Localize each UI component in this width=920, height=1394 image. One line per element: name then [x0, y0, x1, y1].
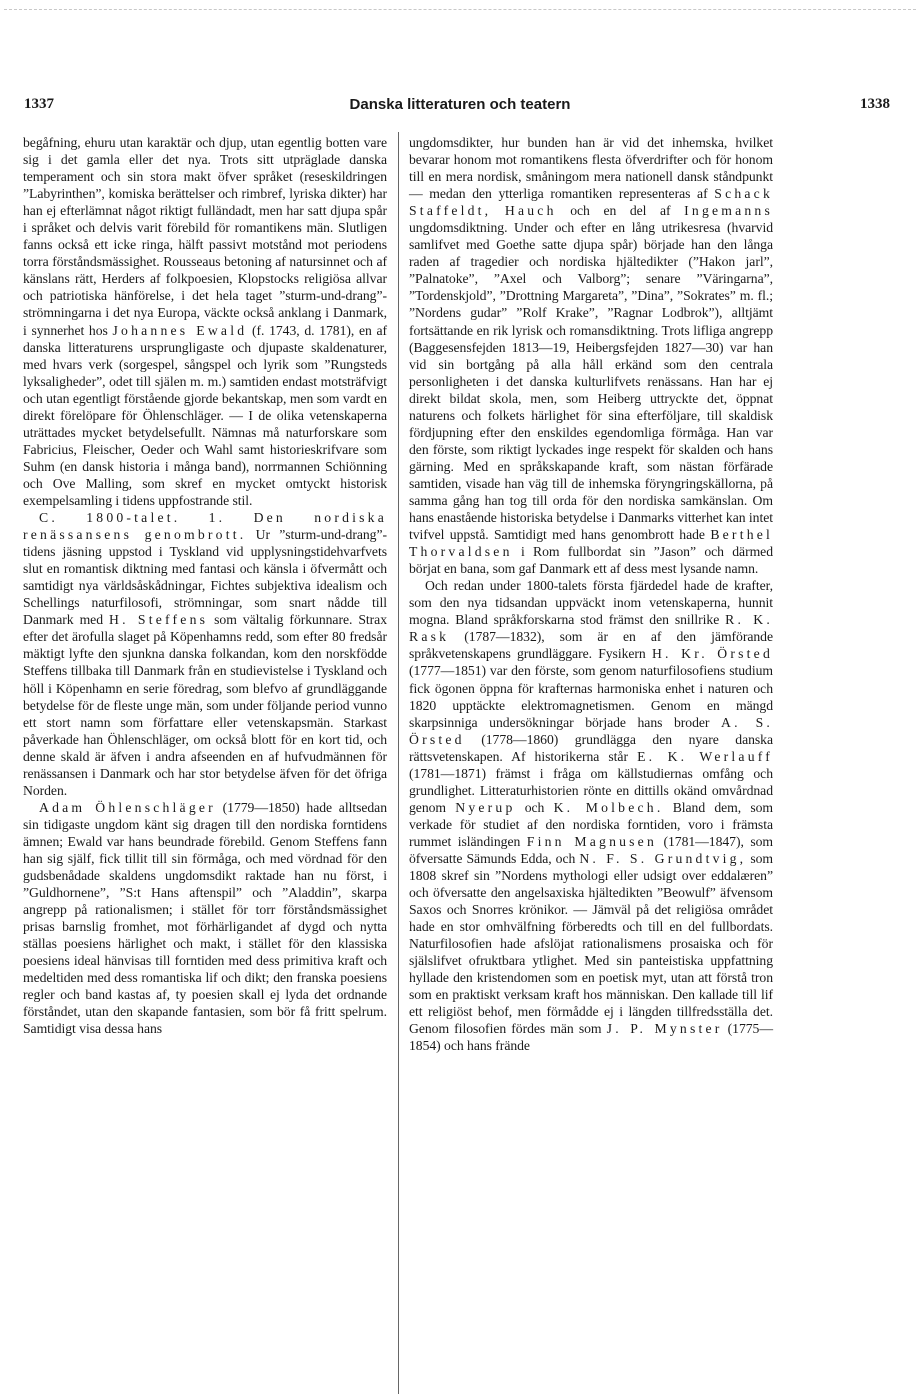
left-column — [23, 134, 387, 1037]
top-rule — [4, 9, 916, 10]
paragraph: begåfning, ehuru utan karaktär och djup, utan egentlig botten vare sig i det gamla eller det nya. Trots sitt utpräglade danska temperament och sin stora makt öfver språket (reseskildringen ”Labyrinthen”, komiska berättelser och rimbref, lyriska dikter) har han ej efterlämnat något riktigt fulländadt, men har satt djupa spår i språket och delvis varit förebild för romantikens män. Slutligen fanns också ett icke ringa, hälft passivt motstånd mot periodens torra förståndsmässighet. Rousseaus betoning af natursinnet och af känslans rätt, Herders af folkpoesien, Klopstocks religiösa allvar och patriotiska hänförelse, i det hela taget ”sturm-und-drang”-strömningarna i det nya Europa, väckte också anklang i Danmark, i synnerhet hos Johannes Ewald (f. 1743, d. 1781), en af danska litteraturens ursprungligaste och djupaste skaldenaturer, med hvars verk (sorgespel, sångspel och lyrik som ”Rungsteds lyksaligheder”, odet till själen m. m.) samtiden endast motsträfvigt och utan egentligt förstående gjorde bekantskap, men som vardt en direkt förelöpare för Öhlenschläger. — I de olika vetenskaperna uträttades mycket betydelsefullt. Nämnas må naturforskare som Fabricius, Fleischer, Oeder och Wahl samt historieskrifvare som Suhm (en dansk historia i många band), norrmannen Schiönning och Ove Malling, som skref en mycket omtyckt historisk exempelsamling i tidens uppfostrande stil. — [23, 135, 388, 508]
person-name: Schack Staffeldt, — [409, 186, 773, 219]
right-column — [409, 134, 773, 1055]
person-name: Berthel Thorvaldsen — [409, 527, 774, 560]
person-name: N. F. S. Grundtvig, — [579, 850, 747, 866]
person-name: Adam Öhlenschläger — [39, 799, 216, 815]
person-name: Ingemanns — [684, 203, 773, 219]
page-number-left: 1337 — [24, 96, 54, 112]
paragraph: Och redan under 1800-talets första fjärdedel hade de krafter, som den nya tidsandan uppväckt inom vetenskaperna, hunnit mogna. Bland språkforskarna stod främst den snillrike R. K. Rask (1787—1832), som är en af den jämförande språkvetenskapens grundläggare. Fysikern H. Kr. Örsted (1777—1851) var den förste, som genom naturfilosofiens studium fick ögonen öppna för krafternas harmoniska enhet i naturen och 1820 upptäckte elektromagnetismen. Genom en mängd skarpsinniga undersökningar började hans broder A. S. Örsted (1778—1860) grundlägga den nyare danska rättsvetenskapen. Af historikerna står E. K. Werlauff (1781—1871) främst i fråga om källstudiernas omfång och grundlighet. Litteraturhistorien rönte en dittills okänd omvårdnad genom Nyerup och K. Molbech. Bland dem, som verkade för studiet af den nordiska forntiden, voro i främsta rummet isländingen Finn Magnusen (1781—1847), som öfversatte Sämunds Edda, och N. F. S. Grundtvig, som 1808 skref sin ”Nordens mythologi eller udsigt over eddalæren” och öfversatte den angelsaxiska hjältedikten ”Beowulf” äfvensom Saxos och Snorres krönikor. — Jämväl på det religiösa området hade en stor omhvälfning förberedts och till en del fullbordats. Naturfilosofien hade afslöjat rationalismens prosaiska och för själslifvet ofruktbara ytlighet. Med sin panteistiska uppfattning hyllade den kristendomen som en poetisk myt, utan att förstå tron som en praktiskt verksam kraft hos människan. Den kallade till lif ett religiöst behof, men förmådde ej i längden tillfredsställa det. Genom filosofien fördes män som J. P. Mynster (1775—1854) och hans frände — [409, 578, 774, 1054]
person-name: Finn Magnusen — [526, 833, 658, 849]
person-name: K. Molbech. — [553, 799, 664, 815]
section-heading: C. 1800-talet. 1. Den nordiska renässansens genombrott. — [23, 510, 387, 543]
person-name: J. P. Mynster — [606, 1021, 723, 1037]
person-name: Johannes Ewald — [112, 322, 248, 338]
page-number-right: 1338 — [860, 96, 890, 112]
person-name: Nyerup — [455, 799, 516, 815]
section-paragraph: C. 1800-talet. 1. Den nordiska renässansens genombrott. Ur ”sturm-und-drang”-tidens jäsning uppstod i Tyskland vid upplysningstidehvarfvets slut en romantisk diktning med fantasi och känsla i öfvermått och samtidigt nya världsåskådningar, Fichtes subjektiva idealism och Schellings naturfilosofi, strömningar, som snart nådde till Danmark med H. Steffens som vältalig förkunnare. Strax efter det ärofulla slaget på Köpenhamns redd, som efter 80 fredsår mäktigt lyfte den sjunkna danska folkandan, kom den norskfödde Steffens tillbaka till Danmark från en studievistelse i Tyskland och höll i Köpenhamn en serie föredrag, som blefvo af grundläggande betydelse för de fleste unge män, som under följande period vunno ett stort namn som författare eller vetenskapsmän. Starkast påverkade han Öhlenschläger, om också blott för en kort tid, och denne skald är äfven i andra afseenden en af hufvudmännen för renässansen i Danmark och har stor betydelse äfven för det öfriga Norden. — [23, 510, 388, 798]
person-name: H. Kr. Örsted — [651, 646, 773, 662]
person-name: E. K. Werlauff — [637, 748, 774, 764]
person-name: R. K. Rask — [409, 612, 773, 645]
person-name: A. S. Örsted — [409, 714, 773, 747]
page-title: Danska litteraturen och teatern — [349, 96, 571, 113]
paragraph: Adam Öhlenschläger (1779—1850) hade alltsedan sin tidigaste ungdom känt sig dragen till den nordiska forntidens ämnen; Ewald var hans beundrade förebild. Genom Steffens fann han sig själf, fick tillit till sin förmåga, och med vördnad för den gudsbenådade skaldens ungdomsdikt raktade han nu först, i ”Guldhornene”, ”S:t Hans aftenspil” och ”Aladdin”, skarpa angrepp på rationalismen; i stället för torr förståndsmässighet prisas barnslig fromhet, mot förhärligandet af dygd och nytta ställas poesiens härlighet och makt, i stället för den klassiska poesiens ideal hänvisas till forntiden med dess primitiva kraft och medeltiden med dess romantiska lif och dikt; den franska poesiens regler och band kastas af, ty poesien skall ej lyda det ordnande förståndet, utan den skapande fantasien, som bör få fritt spelrum. Samtidigt visa dessa hans — [23, 799, 387, 1037]
column-divider — [398, 132, 399, 1394]
person-name: Hauch — [504, 203, 557, 219]
person-name: H. Steffens — [108, 612, 209, 628]
paragraph: ungdomsdikter, hur bunden han är vid det inhemska, hvilket bevarar honom mot romantikens flesta öfverdrifter och för honom till en mera nordisk, småningom mera nationell dansk ståndpunkt — medan den ytterliga romantiken representeras af Schack Staffeldt, Hauch och en del af Ingemanns ungdomsdiktning. Under och efter en lång utrikesresa (hvarvid samlifvet med Goethe satte djupa spår) började han den långa raden af tragedier och nordiska hjältedikter (”Hakon jarl”, ”Palnatoke”, ”Axel och Valborg”; senare ”Väringarna”, ”Tordenskjold”, ”Drottning Margareta”, ”Dina”, ”Sokrates” m. fl.; ”Nordens gudar” ”Rolf Krake”, ”Ragnar Lodbrok”), alltjämt fortsättande en rik lyrisk och romansdiktning. Trots lifliga angrepp (Baggesensfejden 1813—19, Heibergsfejden 1827—30) var han vid sin bortgång på alla håll erkänd som den centrala personligheten i det danska kulturlifvets renässans. Han har ej direkt bildat skola, men, som Heiberg uttryckte det, öppnat naturens och folkets härlighet för sina efterföljare, till skaldisk fördjupning efter den enskildes egendomliga förmåga. Han var den förste, som riktigt lyckades inge respekt för skalden och hans gärning. Med en språkskapande kraft, som nästan förfärade samtiden, visade han väg till de inhemska föryngringskällorna, på samma gång han tog till orda för den nordiska samkänslan. Om hans enastående historiska betydelse i Danmarks vitterhet kan intet tvifvel uppstå. Samtidigt med hans genombrott hade Berthel Thorvaldsen i Rom fullbordat sin ”Jason” och därmed börjat en bana, som gaf Danmark ett af dess mest lysande namn. — [409, 135, 774, 577]
